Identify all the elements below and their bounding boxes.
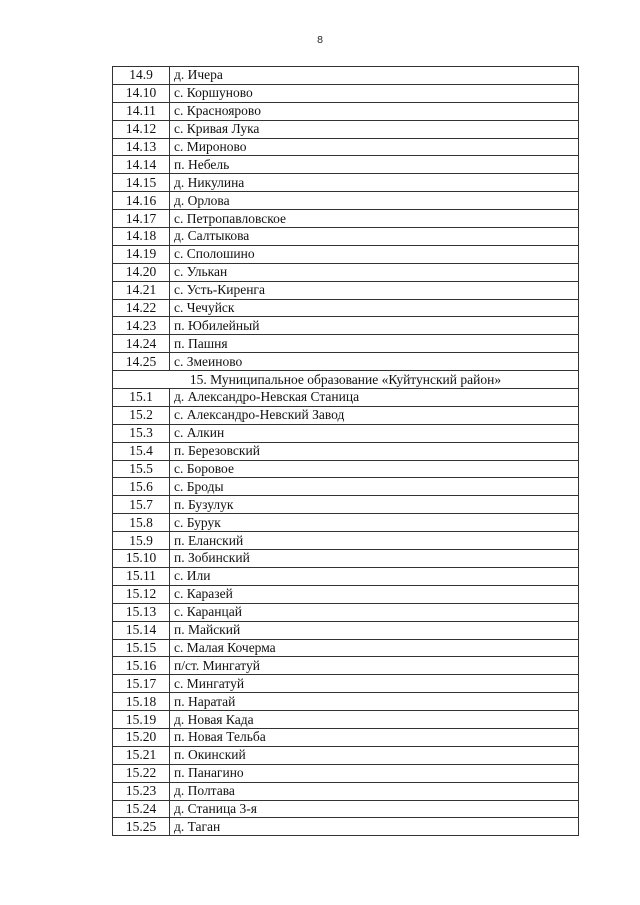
- table-row: [113, 210, 579, 228]
- row-number: 15.5: [113, 460, 170, 478]
- settlement-name: с. Алкин: [170, 424, 579, 442]
- row-number: 15.3: [113, 424, 170, 442]
- row-number: 14.19: [113, 245, 170, 263]
- row-number: 15.20: [113, 728, 170, 746]
- row-number: 15.25: [113, 818, 170, 836]
- table-row: [113, 335, 579, 353]
- table-row: [113, 532, 579, 550]
- table-row: [113, 138, 579, 156]
- row-number: 15.24: [113, 800, 170, 818]
- settlement-name: с. Кривая Лука: [170, 120, 579, 138]
- row-number: 15.17: [113, 675, 170, 693]
- settlement-name: с. Александро-Невский Завод: [170, 406, 579, 424]
- table-row: [113, 603, 579, 621]
- table-row: [113, 460, 579, 478]
- row-number: 14.17: [113, 210, 170, 228]
- row-number: 14.21: [113, 281, 170, 299]
- row-number: 15.9: [113, 532, 170, 550]
- table-row: [113, 585, 579, 603]
- table-row: [113, 406, 579, 424]
- settlement-name: д. Полтава: [170, 782, 579, 800]
- table-row: [113, 514, 579, 532]
- table-row: [113, 263, 579, 281]
- row-number: 15.4: [113, 442, 170, 460]
- row-number: 15.19: [113, 711, 170, 729]
- settlement-name: с. Бурук: [170, 514, 579, 532]
- table-row: [113, 728, 579, 746]
- row-number: 14.11: [113, 102, 170, 120]
- settlement-name: д. Орлова: [170, 192, 579, 210]
- row-number: 14.13: [113, 138, 170, 156]
- table-row: [113, 192, 579, 210]
- row-number: 15.23: [113, 782, 170, 800]
- row-number: 15.13: [113, 603, 170, 621]
- settlement-name: с. Коршуново: [170, 84, 579, 102]
- row-number: 14.25: [113, 353, 170, 371]
- row-number: 14.24: [113, 335, 170, 353]
- settlement-name: с. Петропавловское: [170, 210, 579, 228]
- settlement-name: д. Салтыкова: [170, 228, 579, 246]
- row-number: 15.6: [113, 478, 170, 496]
- table-row: [113, 567, 579, 585]
- row-number: 14.22: [113, 299, 170, 317]
- settlement-name: п. Пашня: [170, 335, 579, 353]
- row-number: 15.16: [113, 657, 170, 675]
- table-row: [113, 496, 579, 514]
- settlement-name: п. Майский: [170, 621, 579, 639]
- row-number: 14.20: [113, 263, 170, 281]
- settlement-name: п/ст. Мингатуй: [170, 657, 579, 675]
- row-number: 15.1: [113, 389, 170, 407]
- table-row: [113, 782, 579, 800]
- settlement-name: д. Никулина: [170, 174, 579, 192]
- settlement-name: п. Юбилейный: [170, 317, 579, 335]
- settlement-name: п. Еланский: [170, 532, 579, 550]
- table-row: [113, 353, 579, 371]
- settlement-name: с. Змеиново: [170, 353, 579, 371]
- settlement-name: п. Зобинский: [170, 550, 579, 568]
- row-number: 14.15: [113, 174, 170, 192]
- row-number: 14.16: [113, 192, 170, 210]
- table-row: [113, 84, 579, 102]
- row-number: 15.21: [113, 746, 170, 764]
- row-number: 14.14: [113, 156, 170, 174]
- row-number: 14.10: [113, 84, 170, 102]
- table-row: [113, 675, 579, 693]
- section-header-row: [113, 371, 579, 389]
- table-row: [113, 693, 579, 711]
- settlement-name: с. Или: [170, 567, 579, 585]
- settlement-name: п. Бузулук: [170, 496, 579, 514]
- row-number: 15.11: [113, 567, 170, 585]
- settlement-name: с. Чечуйск: [170, 299, 579, 317]
- settlement-name: д. Александро-Невская Станица: [170, 389, 579, 407]
- table-row: [113, 120, 579, 138]
- table-row: [113, 746, 579, 764]
- table-row: [113, 621, 579, 639]
- row-number: 15.22: [113, 764, 170, 782]
- table-row: [113, 800, 579, 818]
- settlement-name: п. Березовский: [170, 442, 579, 460]
- table-row: [113, 67, 579, 85]
- row-number: 15.12: [113, 585, 170, 603]
- settlement-name: с. Сполошино: [170, 245, 579, 263]
- settlement-name: д. Таган: [170, 818, 579, 836]
- table-row: [113, 174, 579, 192]
- settlement-name: д. Станица 3-я: [170, 800, 579, 818]
- settlements-table: [112, 66, 579, 836]
- table-row: [113, 281, 579, 299]
- settlement-name: с. Мироново: [170, 138, 579, 156]
- row-number: 14.18: [113, 228, 170, 246]
- page-number: 8: [316, 35, 324, 46]
- settlement-name: с. Каранцай: [170, 603, 579, 621]
- table-row: [113, 228, 579, 246]
- table-row: [113, 818, 579, 836]
- table-row: [113, 442, 579, 460]
- row-number: 15.15: [113, 639, 170, 657]
- table-row: [113, 156, 579, 174]
- row-number: 15.18: [113, 693, 170, 711]
- settlement-name: с. Боровое: [170, 460, 579, 478]
- settlement-name: с. Усть-Киренга: [170, 281, 579, 299]
- settlement-name: с. Каразей: [170, 585, 579, 603]
- table-row: [113, 711, 579, 729]
- table-row: [113, 317, 579, 335]
- section-title: 15. Муниципальное образование «Куйтунский район»: [113, 371, 579, 389]
- settlement-name: с. Улькан: [170, 263, 579, 281]
- table-row: [113, 478, 579, 496]
- table-row: [113, 550, 579, 568]
- table-row: [113, 245, 579, 263]
- settlement-name: п. Наратай: [170, 693, 579, 711]
- row-number: 15.7: [113, 496, 170, 514]
- row-number: 14.9: [113, 67, 170, 85]
- settlement-name: п. Панагино: [170, 764, 579, 782]
- row-number: 15.10: [113, 550, 170, 568]
- settlement-name: п. Небель: [170, 156, 579, 174]
- settlement-name: д. Ичера: [170, 67, 579, 85]
- settlement-name: с. Красноярово: [170, 102, 579, 120]
- table-row: [113, 764, 579, 782]
- settlement-name: п. Новая Тельба: [170, 728, 579, 746]
- table-row: [113, 299, 579, 317]
- table-row: [113, 102, 579, 120]
- row-number: 15.8: [113, 514, 170, 532]
- row-number: 15.14: [113, 621, 170, 639]
- settlement-name: д. Новая Када: [170, 711, 579, 729]
- settlements-table-body: [113, 67, 579, 836]
- table-row: [113, 424, 579, 442]
- settlement-name: п. Окинский: [170, 746, 579, 764]
- table-row: [113, 389, 579, 407]
- row-number: 14.23: [113, 317, 170, 335]
- row-number: 14.12: [113, 120, 170, 138]
- settlement-name: с. Малая Кочерма: [170, 639, 579, 657]
- row-number: 15.2: [113, 406, 170, 424]
- settlement-name: с. Мингатуй: [170, 675, 579, 693]
- settlement-name: с. Броды: [170, 478, 579, 496]
- table-row: [113, 639, 579, 657]
- table-row: [113, 657, 579, 675]
